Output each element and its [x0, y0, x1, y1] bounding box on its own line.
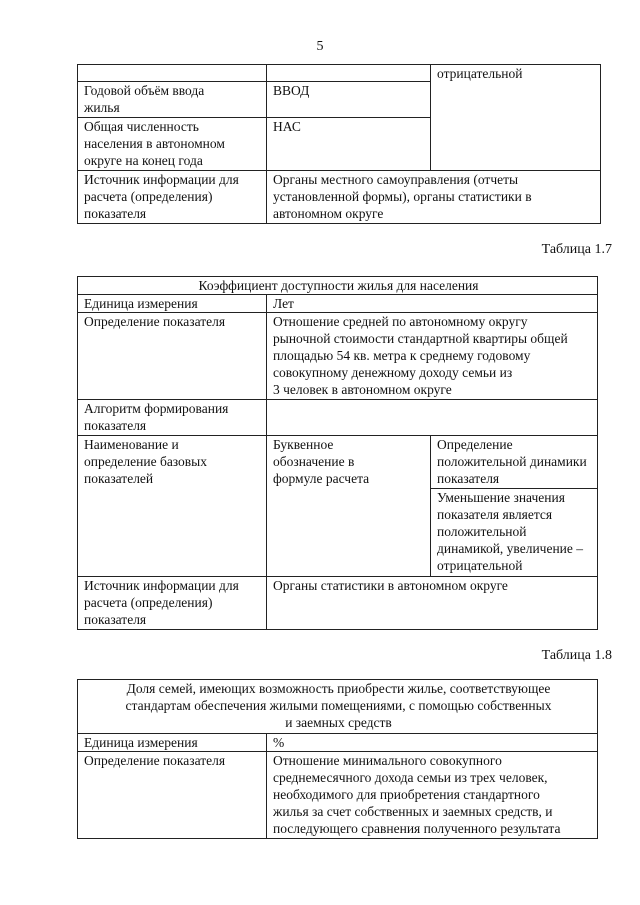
- cell-line: показателей: [84, 471, 154, 486]
- table-cell: [431, 436, 598, 489]
- table-cell: [267, 313, 598, 400]
- table-cell: [78, 577, 267, 630]
- cell-line: последующего сравнения полученного результата: [273, 821, 561, 836]
- table-cell: [267, 65, 431, 82]
- cell-line: площадью 54 кв. метра к среднему годовому: [273, 348, 531, 363]
- cell-line: отрицательной: [437, 66, 523, 81]
- table-row: [78, 436, 598, 489]
- cell-line: установленной формы), органы статистики в: [273, 189, 532, 204]
- table-cell: [267, 171, 601, 224]
- table-cell: %: [267, 734, 598, 752]
- table-cell: [267, 82, 431, 118]
- table-cell: [267, 436, 431, 577]
- table-cell: [267, 752, 598, 839]
- table-cell: Лет: [267, 295, 598, 313]
- cell-line: расчета (определения): [84, 595, 213, 610]
- table-caption: Таблица 1.7: [541, 242, 612, 257]
- table-cell: Единица измерения: [78, 295, 267, 313]
- table-cell: Единица измерения: [78, 734, 267, 752]
- table-row: [78, 277, 598, 295]
- cell-line: обозначение в: [273, 454, 355, 469]
- table-caption: Таблица 1.8: [541, 648, 612, 663]
- table-cell: [267, 400, 598, 436]
- table-title: Коэффициент доступности жилья для населения: [78, 277, 598, 295]
- cell-line: среднемесячного дохода семьи из трех человек,: [273, 770, 548, 785]
- table-1-7: [77, 276, 598, 630]
- title-line: и заемных средств: [285, 715, 392, 730]
- cell-line: жилья: [84, 100, 120, 115]
- table-cell: Органы статистики в автономном округе: [267, 577, 598, 630]
- cell-line: динамикой, увеличение –: [437, 541, 584, 556]
- table-cell: [431, 65, 601, 171]
- cell-line: автономном округе: [273, 206, 384, 221]
- cell-line: Определение: [437, 437, 513, 452]
- cell-line: округе на конец года: [84, 153, 203, 168]
- table-1-8: [77, 679, 598, 839]
- page-number: 5: [316, 39, 324, 54]
- cell-line: Органы местного самоуправления (отчеты: [273, 172, 519, 187]
- cell-line: населения в автономном: [84, 136, 225, 151]
- table-cell: [78, 65, 267, 82]
- table-cell: [78, 82, 267, 118]
- table-row: [78, 680, 598, 734]
- cell-line: отрицательной: [437, 558, 523, 573]
- cell-line: Наименование и: [84, 437, 179, 452]
- table-row: [78, 752, 598, 839]
- cell-line: НАС: [273, 119, 301, 134]
- cell-line: Уменьшение значения: [437, 490, 565, 505]
- cell-line: Годовой объём ввода: [84, 83, 205, 98]
- cell-line: положительной: [437, 524, 527, 539]
- cell-line: показателя: [437, 471, 500, 486]
- table-cell: [78, 171, 267, 224]
- cell-line: положительной динамики: [437, 454, 587, 469]
- table-cell: [267, 118, 431, 171]
- table-cell: [78, 436, 267, 577]
- cell-line: Источник информации для: [84, 578, 239, 593]
- cell-line: совокупному денежному доходу семьи из: [273, 365, 513, 380]
- cell-line: Источник информации для: [84, 172, 239, 187]
- table-cell: Определение показателя: [78, 752, 267, 839]
- cell-line: Отношение средней по автономному округу: [273, 314, 528, 329]
- cell-line: рыночной стоимости стандартной квартиры общей: [273, 331, 568, 346]
- table-cell: [78, 118, 267, 171]
- cell-line: показателя: [84, 418, 147, 433]
- table-cell: Определение показателя: [78, 313, 267, 400]
- cell-line: жилья за счет собственных и заемных средств, и: [273, 804, 553, 819]
- table-row: [78, 734, 598, 752]
- cell-line: показателя: [84, 206, 147, 221]
- cell-line: расчета (определения): [84, 189, 213, 204]
- table-row: [78, 313, 598, 400]
- title-line: Доля семей, имеющих возможность приобрести жилье, соответствующее: [126, 681, 551, 696]
- table-row: [78, 65, 601, 82]
- cell-line: показателя: [84, 612, 147, 627]
- table-continuation: [77, 64, 601, 224]
- table-row: [78, 171, 601, 224]
- cell-line: 3 человек в автономном округе: [273, 382, 452, 397]
- table-row: [78, 400, 598, 436]
- cell-line: Алгоритм формирования: [84, 401, 229, 416]
- cell-line: необходимого для приобретения стандартного: [273, 787, 540, 802]
- cell-line: Отношение минимального совокупного: [273, 753, 502, 768]
- cell-line: показателя является: [437, 507, 553, 522]
- table-title: [78, 680, 598, 734]
- table-cell: [78, 400, 267, 436]
- table-row: [78, 577, 598, 630]
- cell-line: Буквенное: [273, 437, 334, 452]
- cell-line: Общая численность: [84, 119, 199, 134]
- title-line: стандартам обеспечения жилыми помещениями, с помощью собственных: [125, 698, 552, 713]
- cell-line: определение базовых: [84, 454, 208, 469]
- cell-line: ВВОД: [273, 83, 310, 98]
- table-cell: [431, 489, 598, 577]
- table-row: [78, 295, 598, 313]
- cell-line: формуле расчета: [273, 471, 370, 486]
